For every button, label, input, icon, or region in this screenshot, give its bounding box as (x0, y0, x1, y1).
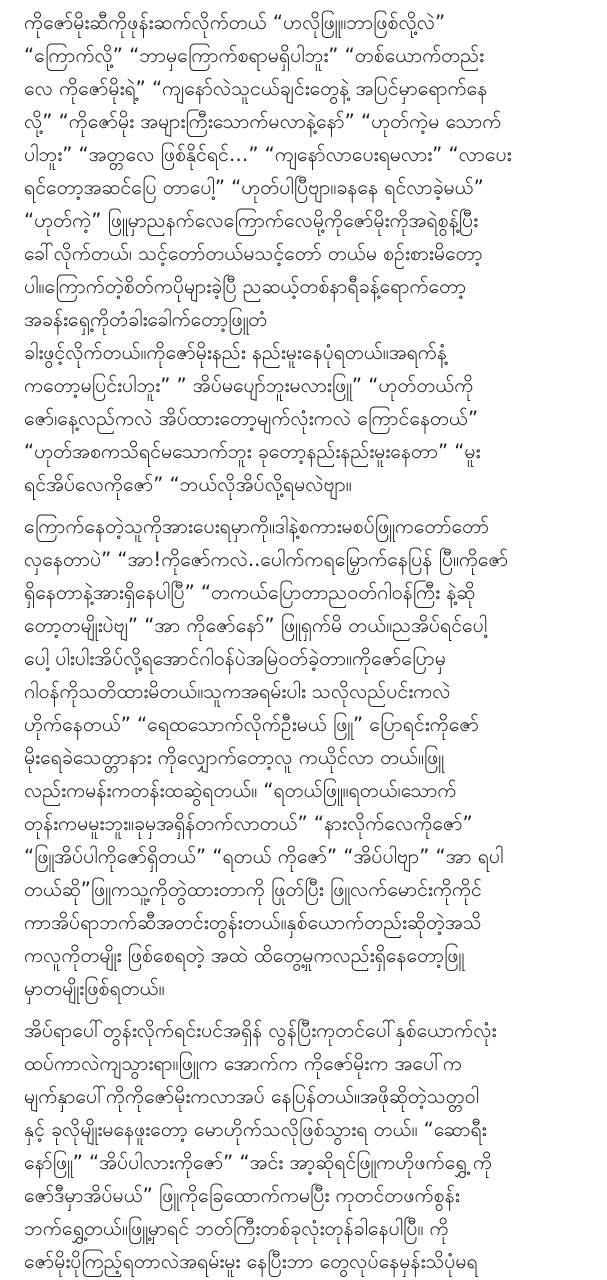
text-line: ခါးဖွင့်လိုက်တယ်။ကိုဇော်မိုးနည်း နည်းမူးနေပုံရတယ်။အရက်နံ့ (24, 341, 447, 364)
paragraph-3 (24, 1014, 584, 1278)
text-line: ပေါ့ ပါးပါးအိပ်လို့ရအောင်ဂါဝန်ပဲအမြဲဝတ်ခဲ့တာ။ကိုဇော်ပြောမှ (24, 647, 446, 670)
paragraph-2 (24, 510, 584, 1005)
paragraph-1 (24, 6, 584, 501)
text-line: ပါဘူး” “အတ္တလေ ဖြစ်နိုင်ရင်…” “ကျနော်လာပေးရမလား” “လာပေး (24, 143, 512, 166)
text-line: ဂါဝန်ကိုသတိထားမိတယ်။သူကအရမ်းပါး သလိုလည်ပင်းကလဲ (24, 680, 451, 703)
text-line: ရင်အိပ်လေကိုဇော်” “ဘယ်လိုအိပ်လို့ရမလဲဗျာ။ (24, 473, 352, 496)
text-line: ဇော်ဒီမှာအိပ်မယ်” ဖြူကိုခြေထောက်ကမပြီး ကုတင်တဖက်စွန်း (24, 1184, 460, 1207)
text-line: လို့” “ကိုဇော်မိုး အများကြီးသောက်မလာနဲ့နော်” “ဟုတ်ကဲ့မ သောက် (24, 110, 502, 133)
text-line: ထပ်ကာလဲကျသွားရာ။ဖြူက အောက်က ကိုဇော်မိုးက အပေါ်က (24, 1052, 463, 1075)
text-line: တော့တမျိုးပဲဗျ” “အာ ကိုဇော်နော်” ဖြူရှက်မိ တယ်။ညအိပ်ရင်ပေါ့ (24, 614, 488, 637)
text-line: ကာအိပ်ရာဘက်ဆီအတင်းတွန်းတယ်။နှစ်ယောက်တည်းဆိုတဲ့အသိ (24, 911, 482, 934)
text-line: ဟိုက်နေတယ်” “ရေထသောက်လိုက်ဦးမယ် ဖြူ” ပြောရင်းကိုဇော် (24, 713, 479, 736)
text-line: ရှိနေတာနဲ့အားရှိနေပါပြီ” “တကယ်ပြောတာညဝတ်ဂါဝန်ကြီး နဲ့ဆို (24, 581, 476, 604)
text-line: ခေါ်လိုက်တယ်၊ သင့်တော်တယ်မသင့်တော် တယ်မ စဉ်းစားမိတော့ (24, 242, 483, 265)
text-line: လည်းကမန်းကတန်းထဆွဲရတယ်။ “ရတယ်ဖြူ။ရတယ်၊သောက် (24, 779, 457, 802)
text-line: လေ ကိုဇော်မိုးရဲ့” “ကျနော်လဲသူငယ်ချင်းတွေနဲ့ အပြင်မှာရောက်နေ (24, 77, 488, 100)
text-line: “ဟုတ်ကဲ့” ဖြူမှာညနက်လေကြောက်လေမို့ကိုဇော်မိုးကိုအရဲစွန့်ပြီး (24, 209, 479, 232)
text-line: “ဖြူအိပ်ပါကိုဇော်ရှိတယ်” “ရတယ် ကိုဇော်” “အိပ်ပါဗျာ” “အာ ရပါ (24, 845, 504, 868)
text-line: “ကြောက်လို့” “ဘာမှကြောက်စရာမရှိပါဘူး” “တစ်ယောက်တည်း (24, 44, 485, 67)
text-line: “ဟုတ်အစကသိရင်မသောက်ဘူး ခုတော့နည်းနည်းမူးနေတာ” “မူး (24, 440, 481, 463)
text-line: မိုးရေခဲသေတ္တာနား ကိုလျှောက်တော့လူ ကယိုင်လာ တယ်။ဖြူ (24, 746, 444, 769)
text-line: ကိုဇော်မိုးဆီကိုဖုန်းဆက်လိုက်တယ် “ဟလိုဖြူ။ဘာဖြစ်လို့လဲ” (24, 11, 446, 34)
text-line: ကြောက်နေတဲ့သူကိုအားပေးရမှာကို။ဒါနဲ့စကားမစပ်ဖြူကတော်တော် (24, 515, 490, 538)
text-line: တယ်ဆို”ဖြူကသူ့ကိုတွဲထားတာကို ဖြုတ်ပြီး ဖြူလက်မောင်းကိုကိုင် (24, 878, 482, 901)
text-line: မှာတမျိုးဖြစ်ရတယ်။ (24, 977, 165, 1000)
text-line: နှင့် ခုလိုမျိုးမနေဖူးတော့ မောဟိုက်သလိုဖြစ်သွားရ တယ်။ “ဆောရီး (24, 1118, 487, 1141)
text-line: မျက်နှာပေါ်ကိုကိုဇော်မိုးကလာအပ် နေပြန်တယ်။အဖိုဆိုတဲ့သတ္တဝါ (24, 1085, 479, 1108)
text-line: ဇော်၊နေ့လည်ကလဲ အိပ်ထားတော့မျက်လုံးကလဲ ကြောင်နေတယ်” (24, 407, 479, 430)
text-line: ပါ။ကြောက်တဲ့စိတ်ကပိုများခဲ့ပြီ ညဆယ့်တစ်နာရီခန့်ရောက်တော့ (24, 275, 467, 298)
text-line: ရင်တော့အဆင်ပြေ တာပေါ့” “ဟုတ်ပါပြီဗျာ။ခနနေ ရင်လာခဲ့မယ်” (24, 176, 484, 199)
text-line: ကလူကိုတမျိုး ဖြစ်စေရတဲ့ အထဲ ထိတွေ့မှုကလည်းရှိနေတော့ဖြူ (24, 944, 465, 967)
text-line: တုန်းကမမူးဘူး။ခုမှအရှိန်တက်လာတယ်” “နားလိုက်လေကိုဇော်” (24, 812, 473, 835)
text-line: အိပ်ရာပေါ်တွန်းလိုက်ရင်းပင်အရှိန် လွန်ပြီးကုတင်ပေါ်နှစ်ယောက်လုံး (24, 1019, 497, 1042)
text-line: ဇော်မိုးပိုကြည့်ရတာလဲအရမ်းမူး နေပြီးဘာ တွေလုပ်နေမှန်းသိပုံမရ (24, 1250, 478, 1273)
text-line: အခန်းရှေ့ကိုတံခါးခေါက်တော့ဖြူတံ (24, 308, 268, 331)
text-line: ဘက်ရွှေ့တယ်။ဖြူ့မှာရင် ဘတ်ကြီးတစ်ခုလုံးတုန်ခါနေပါပြီ။ ကို (24, 1217, 449, 1240)
text-line: ကတော့မပြင်းပါဘူး” ” အိပ်မပျော်ဘူးမလားဖြူ” “ဟုတ်တယ်ကို (24, 374, 474, 397)
text-line: နော်ဖြူ” “အိပ်ပါလားကိုဇော်” “အင်း အာ့ဆိုရင်ဖြူကဟိုဖက်ရွှေ့ ကို (24, 1151, 493, 1174)
text-line: လှနေတာပဲ” “အာ!ကိုဇော်ကလဲ..ပေါက်ကရမြှောက်နေပြန် ပြီ။ကိုဇော် (24, 548, 509, 571)
